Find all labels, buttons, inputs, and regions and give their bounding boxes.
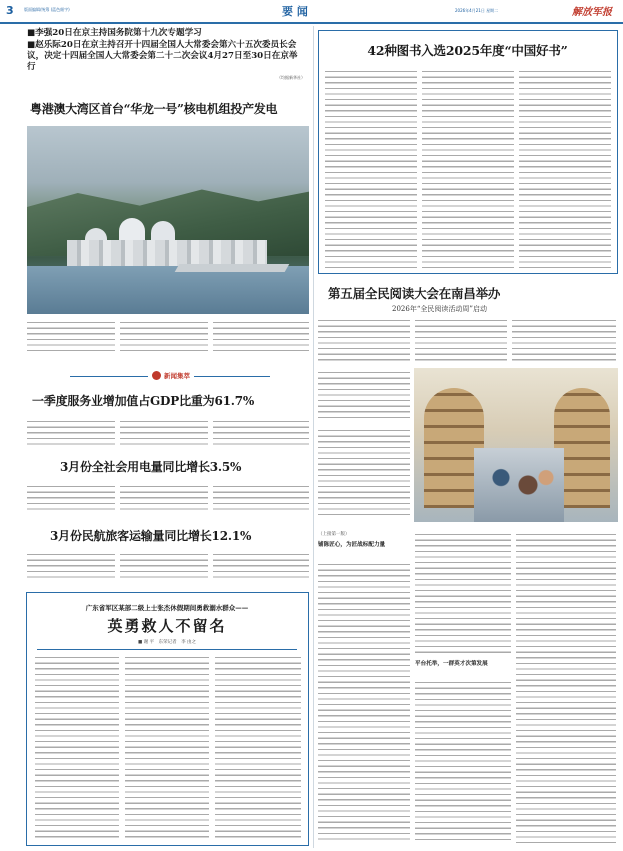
reading-col-3 xyxy=(512,318,616,364)
hero-col-3 xyxy=(215,655,301,839)
brief-source: （均据新华社） xyxy=(277,75,305,80)
column-heading: 铺陈匠心，为匠战标配力量 xyxy=(318,542,386,548)
column-heading-2: 平台托举，一群英才次第发展 xyxy=(415,661,488,667)
hero-kicker: 广东省军区某部二级上士张杰休假期间勇救溺水群众—— xyxy=(85,604,249,612)
nuclear-story-col-2 xyxy=(120,320,208,354)
column-col-1 xyxy=(318,562,410,844)
issue-date: 2026年4月21日 星期二 xyxy=(455,8,499,13)
reading-col-1 xyxy=(318,318,410,364)
aviation-headline: 3月份民航旅客运输量同比增长12.1% xyxy=(50,529,252,543)
reading-lead-col xyxy=(318,370,410,422)
books-col-2 xyxy=(422,69,514,269)
nuclear-story-col-3 xyxy=(213,320,309,354)
page-number: 3 xyxy=(6,4,14,17)
hero-divider xyxy=(37,649,297,650)
badge-label: 新闻集萃 xyxy=(164,372,190,380)
power-col-3 xyxy=(213,484,309,512)
photo-dome-1 xyxy=(119,218,145,242)
brief-block xyxy=(27,28,305,84)
column-col-2a xyxy=(415,532,511,656)
books-col-3 xyxy=(519,69,611,269)
brief-1: ■李强20日在京主持国务院第十九次专题学习 xyxy=(27,28,202,38)
gdp-col-1 xyxy=(27,419,115,447)
books-box xyxy=(318,30,618,274)
books-col-1 xyxy=(325,69,417,269)
gdp-col-2 xyxy=(120,419,208,447)
hero-title: 英勇救人不留名 xyxy=(107,617,227,635)
photo-buildings xyxy=(67,240,267,266)
hero-story-box xyxy=(26,592,309,846)
reading-photo xyxy=(414,368,618,522)
photo-crowd xyxy=(474,448,564,522)
badge-line-right xyxy=(194,376,270,377)
badge-circle-icon xyxy=(152,371,161,380)
masthead xyxy=(0,0,623,22)
gdp-headline: 一季度服务业增加值占GDP比重为61.7% xyxy=(32,394,255,408)
nuclear-plant-photo xyxy=(27,126,309,314)
edition-info: 版面编辑/统筹 (蓝色细字) xyxy=(24,7,70,12)
reading-subtitle: 2026年“全民阅读活动周”启动 xyxy=(392,305,487,313)
power-col-1 xyxy=(27,484,115,512)
hero-col-1 xyxy=(35,655,119,839)
gdp-col-3 xyxy=(213,419,309,447)
photo-sea xyxy=(27,266,309,314)
aviation-col-2 xyxy=(120,552,208,580)
masthead-rule xyxy=(0,22,623,24)
page-column-divider xyxy=(313,26,314,848)
column-col-2b xyxy=(415,680,511,844)
nuclear-story-col-1 xyxy=(27,320,115,354)
power-col-2 xyxy=(120,484,208,512)
books-title: 42种图书入选2025年度“中国好书” xyxy=(367,43,568,58)
hero-byline: ■ 谢 平 东荣记者 李 由之 xyxy=(137,640,197,645)
column-col-3 xyxy=(516,532,616,844)
power-headline: 3月份全社会用电量同比增长3.5% xyxy=(60,460,242,474)
news-badge xyxy=(70,370,270,382)
aviation-col-1 xyxy=(27,552,115,580)
top-feature-title: 粤港澳大湾区首台“华龙一号”核电机组投产发电 xyxy=(30,102,278,116)
section-title: 要 闻 xyxy=(282,5,308,18)
aviation-col-3 xyxy=(213,552,309,580)
reading-caption xyxy=(318,428,410,518)
reading-title: 第五届全民阅读大会在南昌举办 xyxy=(328,286,501,301)
photo-pier xyxy=(175,264,290,272)
brief-2: ■赵乐际20日在京主持召开十四届全国人大常委会第六十五次委员长会议，决定十四届全国人大常委会第二十二次会议4月27日至30日在京举行 xyxy=(27,40,298,72)
newspaper-logo: 解放军报 xyxy=(572,7,612,18)
hero-col-2 xyxy=(125,655,209,839)
reading-col-2 xyxy=(415,318,507,364)
column-label: （上接第一版） xyxy=(318,532,350,537)
badge-line-left xyxy=(70,376,148,377)
